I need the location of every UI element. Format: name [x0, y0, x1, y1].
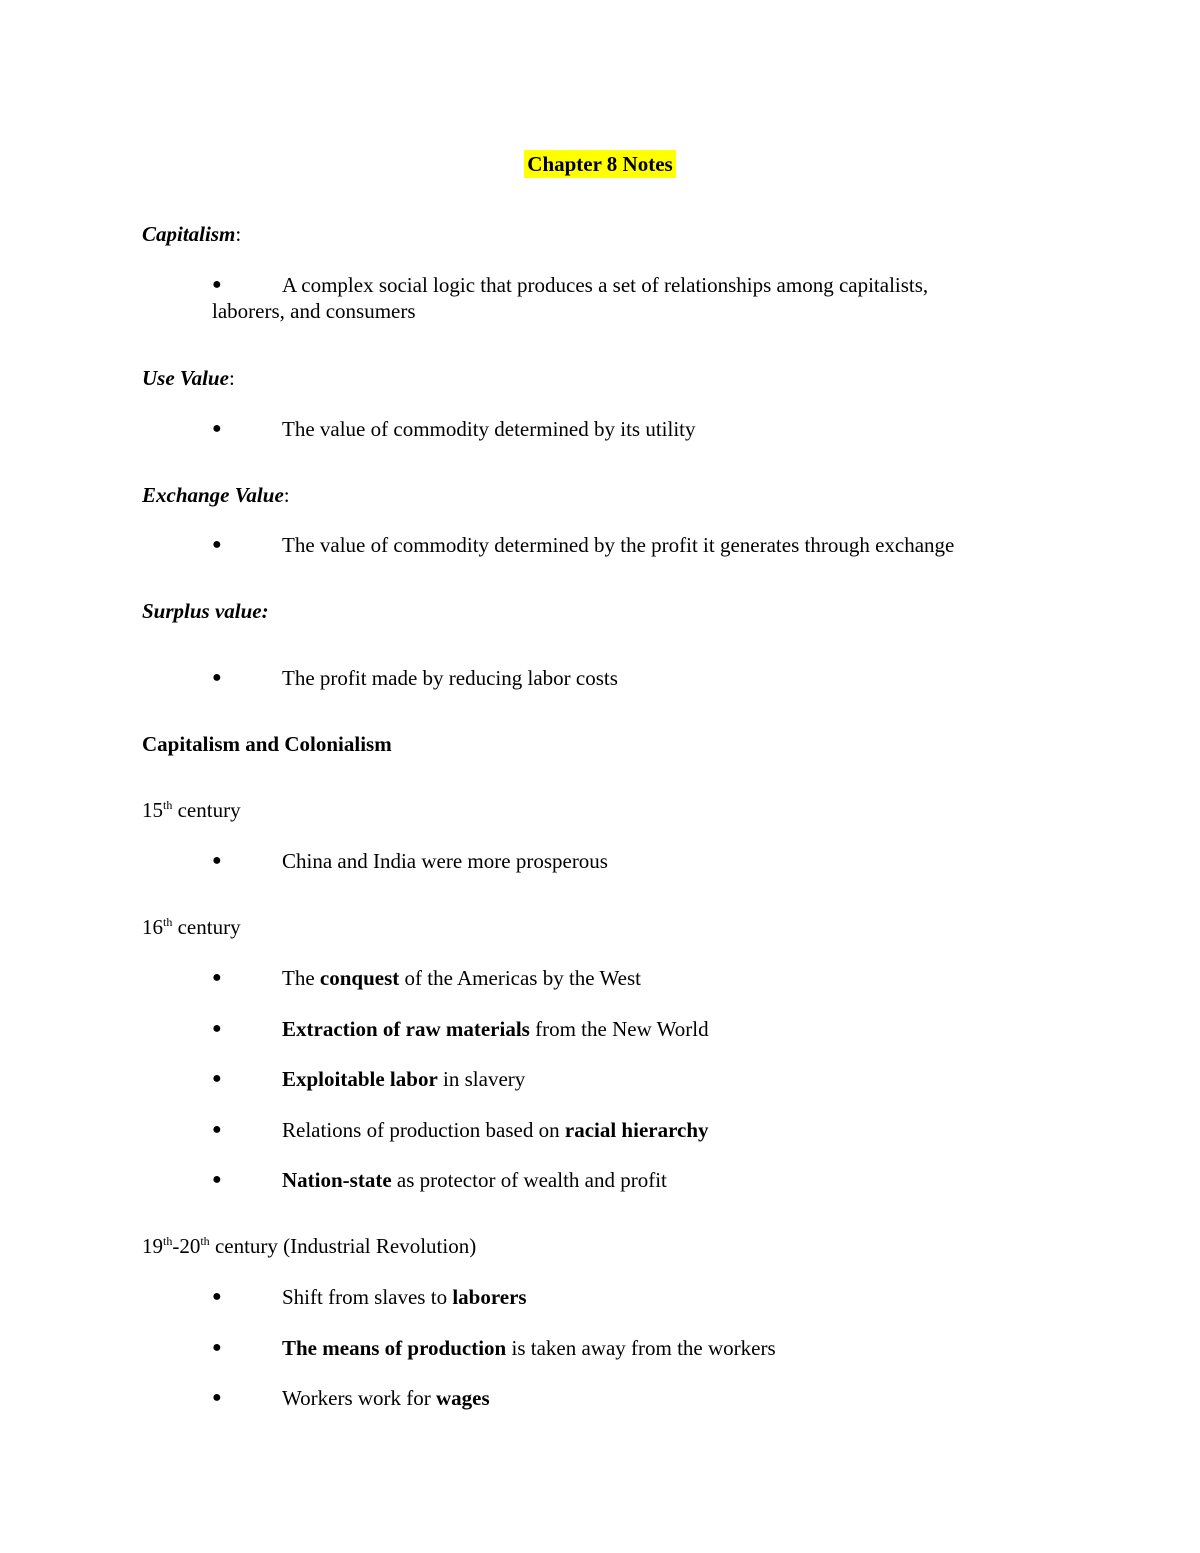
list-item-part: Relations of production based on [282, 1118, 565, 1142]
century-heading [142, 914, 241, 940]
century-suffix: th [163, 798, 173, 812]
definition-term: Use Value [142, 366, 229, 390]
page-title-text: Chapter 8 Notes [524, 150, 675, 178]
list-item-continuation: laborers, and consumers [212, 299, 416, 323]
bullet-icon: ● [212, 1288, 222, 1305]
list-item-part: Workers work for [282, 1386, 437, 1410]
list-item-text: The value of commodity determined by its utility [282, 417, 696, 441]
bullet-icon: ● [212, 852, 222, 869]
list-item-part-bold: conquest [319, 966, 400, 990]
definition-heading [142, 482, 290, 508]
list-item-text [282, 1385, 490, 1411]
bullet-icon: ● [212, 1121, 222, 1138]
list-item-part-bold: Extraction of raw materials [282, 1017, 530, 1041]
definition-term: Exchange Value [142, 483, 284, 507]
century-number: 19 [142, 1234, 163, 1258]
list-item-text [282, 1016, 709, 1042]
list-item-part-bold: wages [436, 1386, 490, 1410]
century-suffix: th [200, 1234, 210, 1248]
section-heading: Capitalism and Colonialism [142, 732, 392, 756]
list-item-part: Shift from slaves to [282, 1285, 453, 1309]
list-item-part: The [282, 966, 320, 990]
bullet-icon: ● [212, 420, 222, 437]
century-number: 15 [142, 798, 163, 822]
bullet-icon: ● [212, 1171, 222, 1188]
list-item-text [282, 1284, 527, 1310]
century-heading [142, 797, 241, 823]
bullet-icon: ● [212, 1389, 222, 1406]
definition-term: Surplus value: [142, 599, 269, 623]
list-item-text [282, 965, 641, 991]
list-item-part-bold: laborers [452, 1285, 527, 1309]
list-item-text [282, 1117, 709, 1143]
list-item-part: is taken away from the workers [506, 1336, 776, 1360]
list-item-part: from the New World [529, 1017, 709, 1041]
definition-colon: : [235, 222, 242, 246]
bullet-icon: ● [212, 1339, 222, 1356]
list-item-part: China and India were more prosperous [282, 849, 608, 873]
list-item-text: A complex social logic that produces a set of relationships among capitalists, [282, 273, 929, 297]
century-label: century (Industrial Revolution) [209, 1234, 477, 1258]
century-number: 16 [142, 915, 163, 939]
bullet-icon: ● [212, 969, 222, 986]
list-item-part: as protector of wealth and profit [391, 1168, 667, 1192]
list-item-text: The value of commodity determined by the profit it generates through exchange [282, 533, 955, 557]
list-item-part-bold: racial hierarchy [564, 1118, 709, 1142]
definition-heading [142, 598, 269, 624]
page-title [0, 152, 1200, 177]
list-item-part-bold: The means of production [282, 1336, 507, 1360]
century-heading [142, 1233, 476, 1259]
list-item-text [282, 1066, 525, 1092]
century-label: century [172, 915, 241, 939]
century-suffix: th [163, 915, 173, 929]
list-item-part: in slavery [437, 1067, 526, 1091]
definition-colon: : [283, 483, 290, 507]
definition-heading [142, 365, 235, 391]
list-item-part: of the Americas by the West [399, 966, 641, 990]
definition-term: Capitalism [142, 222, 236, 246]
list-item-text [282, 1167, 667, 1193]
bullet-icon: ● [212, 1070, 222, 1087]
list-item-text: The profit made by reducing labor costs [282, 666, 618, 690]
list-item-text [282, 1335, 776, 1361]
bullet-icon: ● [212, 536, 222, 553]
bullet-icon: ● [212, 1020, 222, 1037]
century-number-end: -20 [172, 1234, 201, 1258]
definition-heading [142, 221, 241, 247]
bullet-icon: ● [212, 669, 222, 686]
definition-colon: : [228, 366, 235, 390]
list-item-text [282, 848, 608, 874]
century-label: century [172, 798, 241, 822]
bullet-icon: ● [212, 276, 222, 293]
century-suffix: th [163, 1234, 173, 1248]
list-item-part-bold: Exploitable labor [282, 1067, 438, 1091]
list-item-part-bold: Nation-state [282, 1168, 392, 1192]
